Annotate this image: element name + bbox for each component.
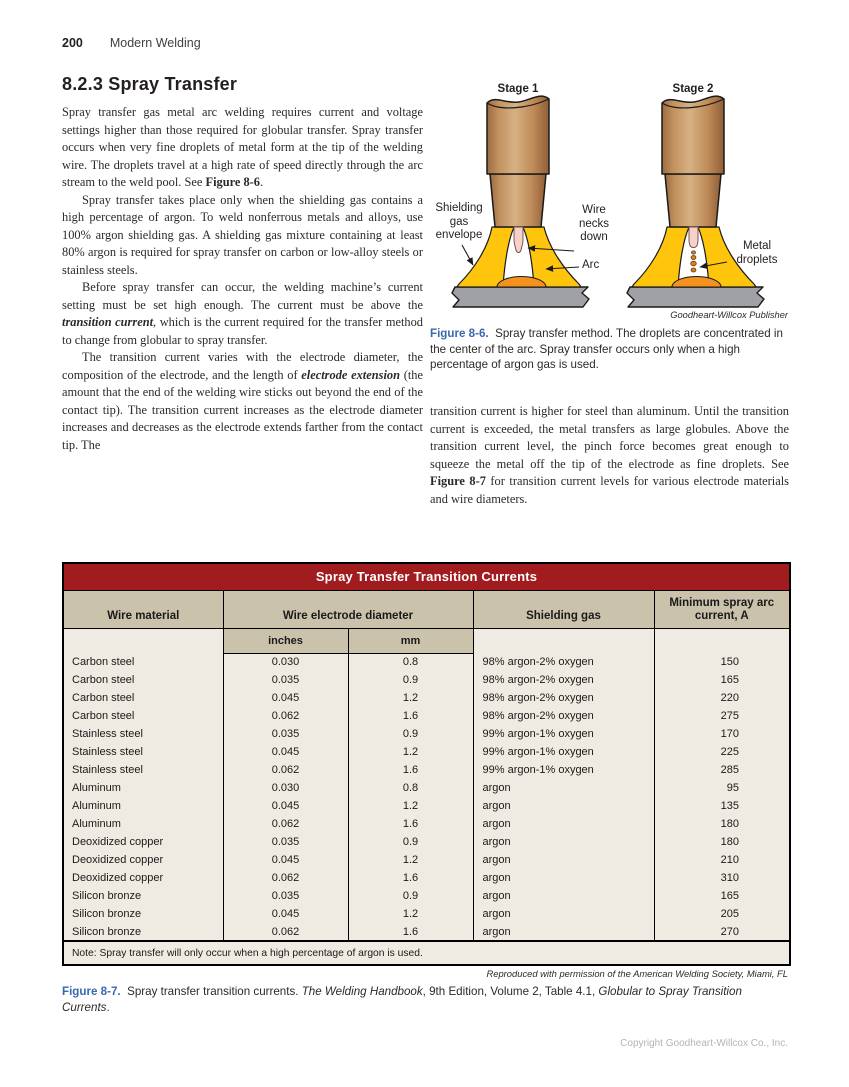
cell-diameter-inches: 0.045 xyxy=(223,905,348,923)
table-row xyxy=(63,797,790,815)
cell-shielding-gas: argon xyxy=(473,815,654,833)
cell-diameter-inches: 0.045 xyxy=(223,689,348,707)
cell-diameter-mm: 1.2 xyxy=(348,797,473,815)
cell-wire-material: Aluminum xyxy=(63,779,223,797)
subheader-spacer xyxy=(63,628,223,653)
cell-shielding-gas: 99% argon-1% oxygen xyxy=(473,725,654,743)
cell-shielding-gas: argon xyxy=(473,923,654,941)
cell-diameter-mm: 1.2 xyxy=(348,905,473,923)
welding-wire xyxy=(514,227,523,253)
cell-shielding-gas: 99% argon-1% oxygen xyxy=(473,761,654,779)
cell-diameter-inches: 0.062 xyxy=(223,707,348,725)
cell-wire-material: Carbon steel xyxy=(63,707,223,725)
cell-wire-material: Deoxidized copper xyxy=(63,833,223,851)
cell-min-current: 205 xyxy=(654,905,790,923)
spray-transfer-diagram xyxy=(428,78,790,324)
book-title: Modern Welding xyxy=(109,36,201,50)
cell-min-current: 275 xyxy=(654,707,790,725)
cell-shielding-gas: argon xyxy=(473,869,654,887)
cell-wire-material: Aluminum xyxy=(63,815,223,833)
figure-number: Figure 8-6. xyxy=(430,327,489,340)
text-column-right xyxy=(430,403,789,508)
cell-diameter-inches: 0.035 xyxy=(223,725,348,743)
cell-min-current: 210 xyxy=(654,851,790,869)
section-heading: 8.2.3 Spray Transfer xyxy=(62,74,238,94)
key-term: transition current xyxy=(62,315,154,329)
figure-8-7-caption: Figure 8-7. Spray transfer transition currents. The Welding Handbook, 9th Edition, Volume 2, Table 4.1, Globular to Spray Transition Currents. xyxy=(62,985,742,1014)
welding-wire xyxy=(689,227,698,248)
wire-necks-down-label: Wire necks down xyxy=(578,204,610,243)
column-header-material: Wire material xyxy=(63,590,223,628)
paragraph: Spray transfer gas metal arc welding requires current and voltage settings higher than those required for globular transfer. Spray transfer occurs when very fine droplets of metal form at the tip of the welding wire. The droplets travel at a high rate of speed directly through the arc stream to the weld pool. See Figure 8-6. xyxy=(62,105,423,189)
cell-wire-material: Carbon steel xyxy=(63,671,223,689)
cell-diameter-inches: 0.030 xyxy=(223,653,348,671)
cell-min-current: 170 xyxy=(654,725,790,743)
cell-wire-material: Deoxidized copper xyxy=(63,851,223,869)
cell-shielding-gas: argon xyxy=(473,833,654,851)
cell-diameter-inches: 0.062 xyxy=(223,923,348,941)
table-row xyxy=(63,689,790,707)
figure-8-6-caption: Figure 8-6. Spray transfer method. The droplets are concentrated in the center of the arc. Spray transfer occurs only when a high percentage of argon gas is used. xyxy=(430,327,783,371)
cell-shielding-gas: argon xyxy=(473,905,654,923)
table-row xyxy=(63,815,790,833)
table-row xyxy=(63,869,790,887)
cell-min-current: 285 xyxy=(654,761,790,779)
transition-currents-table xyxy=(62,562,789,966)
cell-wire-material: Stainless steel xyxy=(63,743,223,761)
paragraph: Before spray transfer can occur, the welding machine’s current setting must be set high enough. The current must be above the transition current, which is the current required for the transfer method to change from globular to spray transfer. xyxy=(62,280,423,347)
cell-diameter-inches: 0.062 xyxy=(223,815,348,833)
table-row xyxy=(63,851,790,869)
table-reference: Globular to Spray Transition Currents xyxy=(62,985,742,1014)
paragraph: The transition current varies with the electrode diameter, the composition of the electrode, and the length of electrode extension (the amount that the end of the welding wire sticks out beyond the end of the contact tip). The transition current increases as the electrode diameter increases and decreases as the electrode extends farther from the contact tip. The xyxy=(62,350,423,452)
stage-2-label: Stage 2 xyxy=(672,83,714,95)
cell-min-current: 165 xyxy=(654,671,790,689)
cell-diameter-mm: 0.9 xyxy=(348,671,473,689)
cell-min-current: 180 xyxy=(654,815,790,833)
subheader-mm: mm xyxy=(348,628,473,653)
cell-diameter-mm: 0.8 xyxy=(348,653,473,671)
table-row xyxy=(63,761,790,779)
paragraph: Spray transfer takes place only when the shielding gas contains a high percentage of argon. To weld nonferrous metals and alloys, use 100% argon shielding gas. A shielding gas mixture containing at least 80% argon is required for spray transfer on carbon or low-alloy steels or stainless steels. xyxy=(62,192,423,277)
cell-diameter-mm: 0.9 xyxy=(348,833,473,851)
stage-1-label: Stage 1 xyxy=(497,83,539,95)
page-header xyxy=(62,36,201,50)
cell-wire-material: Aluminum xyxy=(63,797,223,815)
table-row xyxy=(63,923,790,941)
cell-diameter-mm: 1.6 xyxy=(348,869,473,887)
cell-min-current: 165 xyxy=(654,887,790,905)
stage-2-torch xyxy=(627,96,764,307)
cell-diameter-inches: 0.035 xyxy=(223,887,348,905)
table-row xyxy=(63,653,790,671)
cell-min-current: 180 xyxy=(654,833,790,851)
arc-label: Arc xyxy=(582,259,600,271)
subheader-spacer xyxy=(654,628,790,653)
cell-diameter-inches: 0.045 xyxy=(223,743,348,761)
table-row xyxy=(63,707,790,725)
copyright-footer: Copyright Goodheart-Willcox Co., Inc. xyxy=(620,1038,788,1049)
paragraph: transition current is higher for steel than aluminum. Until the transition current is exceeded, the metal transfers as large globules. Above the transition current level, the pinch force becomes great enough to squeeze the metal off the tip of the electrode as fine droplets. See Figure 8-7 for transition current levels for various electrode materials and wire diameters. xyxy=(430,404,789,506)
subheader-spacer xyxy=(473,628,654,653)
cell-wire-material: Silicon bronze xyxy=(63,923,223,941)
cell-min-current: 135 xyxy=(654,797,790,815)
cell-min-current: 225 xyxy=(654,743,790,761)
cell-diameter-mm: 1.6 xyxy=(348,761,473,779)
cell-diameter-mm: 1.2 xyxy=(348,743,473,761)
table-title: Spray Transfer Transition Currents xyxy=(63,563,790,590)
cell-diameter-inches: 0.045 xyxy=(223,797,348,815)
cell-shielding-gas: 98% argon-2% oxygen xyxy=(473,707,654,725)
shielding-gas-envelope-label: Shielding gas envelope xyxy=(435,202,483,241)
table-row xyxy=(63,905,790,923)
book-reference: The Welding Handbook xyxy=(301,985,423,998)
column-header-gas: Shielding gas xyxy=(473,590,654,628)
publisher-credit: Goodheart-Willcox Publisher xyxy=(670,310,788,320)
figure-reference: Figure 8-6 xyxy=(205,175,260,189)
figure-8-6 xyxy=(428,78,790,324)
cell-shielding-gas: argon xyxy=(473,797,654,815)
table-row xyxy=(63,743,790,761)
key-term: electrode extension xyxy=(301,367,400,382)
cell-shielding-gas: argon xyxy=(473,887,654,905)
cell-wire-material: Carbon steel xyxy=(63,653,223,671)
table-body xyxy=(63,653,790,941)
cell-wire-material: Silicon bronze xyxy=(63,887,223,905)
cell-diameter-mm: 1.6 xyxy=(348,707,473,725)
cell-shielding-gas: 98% argon-2% oxygen xyxy=(473,671,654,689)
cell-wire-material: Carbon steel xyxy=(63,689,223,707)
metal-droplets-label: Metal droplets xyxy=(736,240,778,266)
cell-diameter-inches: 0.062 xyxy=(223,761,348,779)
column-header-current: Minimum spray arc current, A xyxy=(654,590,790,628)
cell-diameter-inches: 0.045 xyxy=(223,851,348,869)
figure-reference: Figure 8-7 xyxy=(430,474,486,488)
cell-wire-material: Stainless steel xyxy=(63,725,223,743)
cell-min-current: 270 xyxy=(654,923,790,941)
cell-wire-material: Deoxidized copper xyxy=(63,869,223,887)
cell-diameter-mm: 0.9 xyxy=(348,887,473,905)
cell-diameter-mm: 0.8 xyxy=(348,779,473,797)
table-note: Note: Spray transfer will only occur when a high percentage of argon is used. xyxy=(63,941,790,965)
table-row xyxy=(63,725,790,743)
cell-diameter-mm: 1.6 xyxy=(348,815,473,833)
table-row xyxy=(63,779,790,797)
cell-wire-material: Silicon bronze xyxy=(63,905,223,923)
cell-diameter-mm: 0.9 xyxy=(348,725,473,743)
figure-number: Figure 8-7. xyxy=(62,985,121,998)
cell-min-current: 310 xyxy=(654,869,790,887)
cell-shielding-gas: 98% argon-2% oxygen xyxy=(473,653,654,671)
cell-diameter-mm: 1.2 xyxy=(348,689,473,707)
table-row xyxy=(63,671,790,689)
column-header-diameter: Wire electrode diameter xyxy=(223,590,473,628)
cell-shielding-gas: argon xyxy=(473,851,654,869)
table-row xyxy=(63,833,790,851)
cell-min-current: 150 xyxy=(654,653,790,671)
cell-diameter-mm: 1.2 xyxy=(348,851,473,869)
metal-droplets xyxy=(691,251,697,272)
cell-wire-material: Stainless steel xyxy=(63,761,223,779)
table-row xyxy=(63,887,790,905)
cell-shielding-gas: 98% argon-2% oxygen xyxy=(473,689,654,707)
page-number: 200 xyxy=(62,36,83,50)
cell-min-current: 95 xyxy=(654,779,790,797)
cell-diameter-mm: 1.6 xyxy=(348,923,473,941)
cell-diameter-inches: 0.062 xyxy=(223,869,348,887)
subheader-inches: inches xyxy=(223,628,348,653)
cell-min-current: 220 xyxy=(654,689,790,707)
cell-diameter-inches: 0.035 xyxy=(223,833,348,851)
text-column-left xyxy=(62,104,423,454)
cell-diameter-inches: 0.030 xyxy=(223,779,348,797)
cell-diameter-inches: 0.035 xyxy=(223,671,348,689)
cell-shielding-gas: argon xyxy=(473,779,654,797)
cell-shielding-gas: 99% argon-1% oxygen xyxy=(473,743,654,761)
permission-credit: Reproduced with permission of the American Welding Society, Miami, FL xyxy=(486,968,788,979)
